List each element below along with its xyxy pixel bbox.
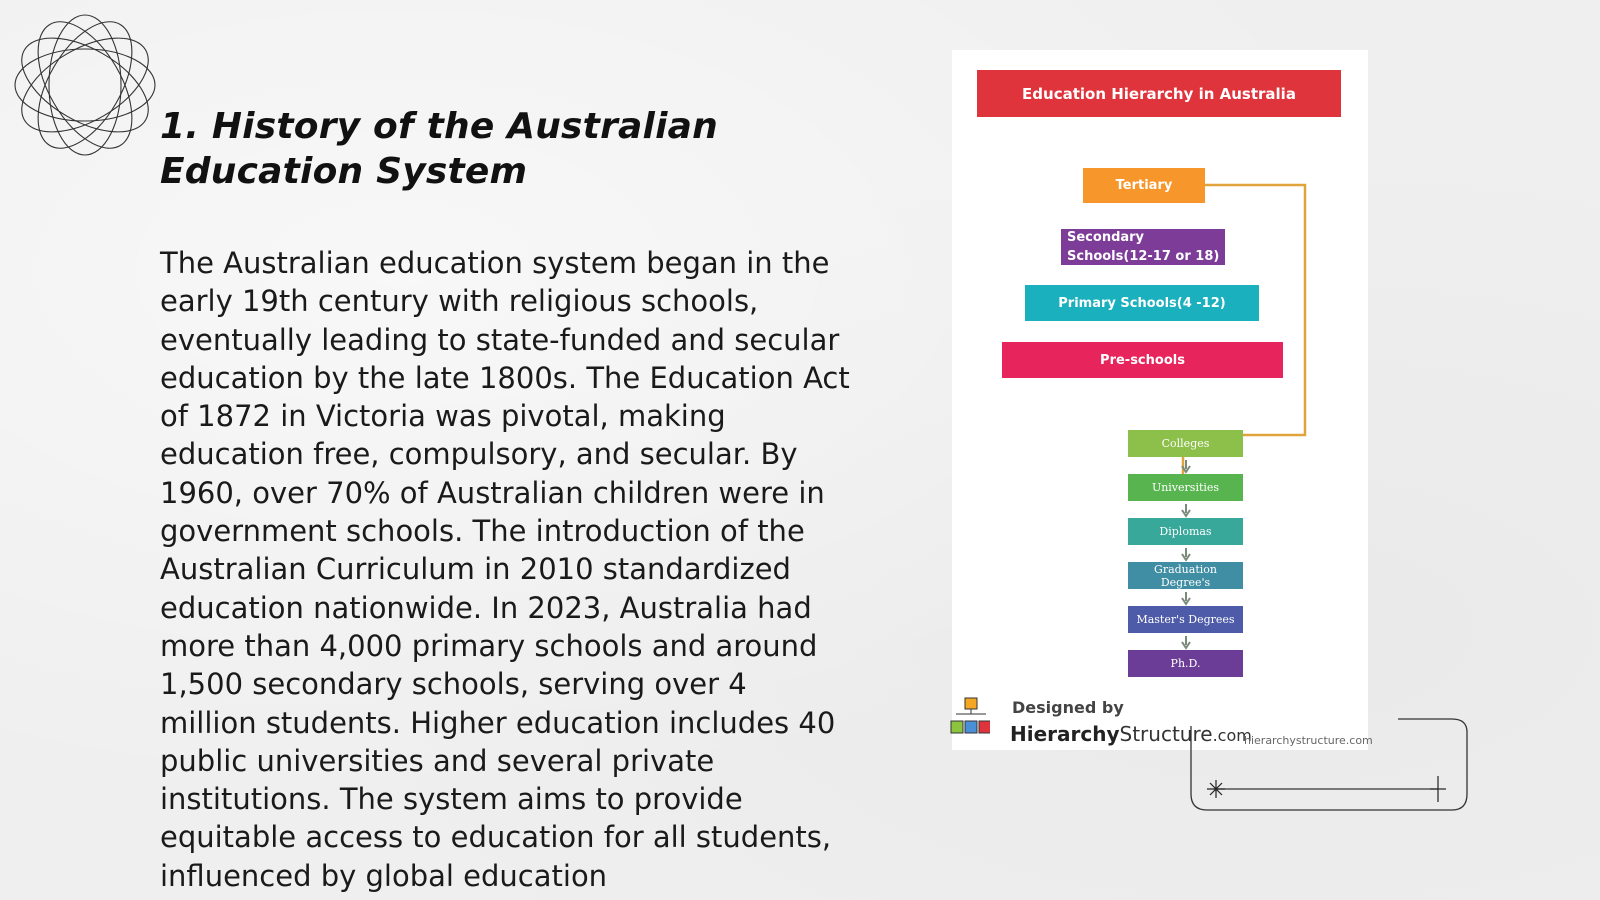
tertiary-step-graduation: Graduation Degree's bbox=[1128, 562, 1243, 589]
tertiary-step-diplomas: Diplomas bbox=[1128, 518, 1243, 545]
slide-title: 1. History of the Australian Education System bbox=[160, 106, 718, 192]
designed-by-label: Designed by bbox=[1012, 698, 1124, 717]
tertiary-step-colleges: Colleges bbox=[1128, 430, 1243, 457]
down-arrow-icon bbox=[1180, 504, 1192, 518]
level-tertiary: Tertiary bbox=[1083, 168, 1205, 203]
tertiary-step-phd: Ph.D. bbox=[1128, 650, 1243, 677]
infographic-header: Education Hierarchy in Australia bbox=[977, 70, 1341, 117]
spirograph-ornament-icon bbox=[10, 10, 160, 160]
slide-body-text: The Australian education system began in the early 19th century with religious schools, eventually leading to state-funded and secular education by the late 1800s. The Education Act of 1872 in Victoria was pivotal, making education free, compulsory, and secular. By 1960, over 70% of Australian children were in government schools. The introduction of the Australian Curriculum in 2010 standardized education nationwide. In 2023, Australia had more than 4,000 primary schools and around 1,500 secondary schools, serving over 4 million students. Higher education includes 40 public universities and several private institutions. The system aims to provide equitable access to education for all students, influenced by global education bbox=[160, 246, 850, 893]
level-preschool: Pre-schools bbox=[1002, 342, 1283, 378]
watermark-url: hierarchystructure.com bbox=[1244, 734, 1373, 747]
down-arrow-icon bbox=[1180, 592, 1192, 606]
brand-name-tld: .com bbox=[1212, 726, 1252, 745]
hierarchy-structure-logo-icon bbox=[950, 696, 990, 744]
tertiary-step-masters: Master's Degrees bbox=[1128, 606, 1243, 633]
down-arrow-icon bbox=[1180, 460, 1192, 474]
level-secondary: Secondary Schools(12-17 or 18) bbox=[1061, 229, 1225, 265]
down-arrow-icon bbox=[1180, 636, 1192, 650]
hierarchy-connector-line bbox=[952, 50, 1368, 750]
tertiary-step-universities: Universities bbox=[1128, 474, 1243, 501]
level-primary: Primary Schools(4 -12) bbox=[1025, 285, 1259, 321]
brand-name-bold: Hierarchy bbox=[1010, 722, 1120, 746]
brand-name-regular: Structure bbox=[1119, 722, 1213, 746]
sparkle-frame-ornament-icon bbox=[1190, 716, 1468, 812]
down-arrow-icon bbox=[1180, 548, 1192, 562]
